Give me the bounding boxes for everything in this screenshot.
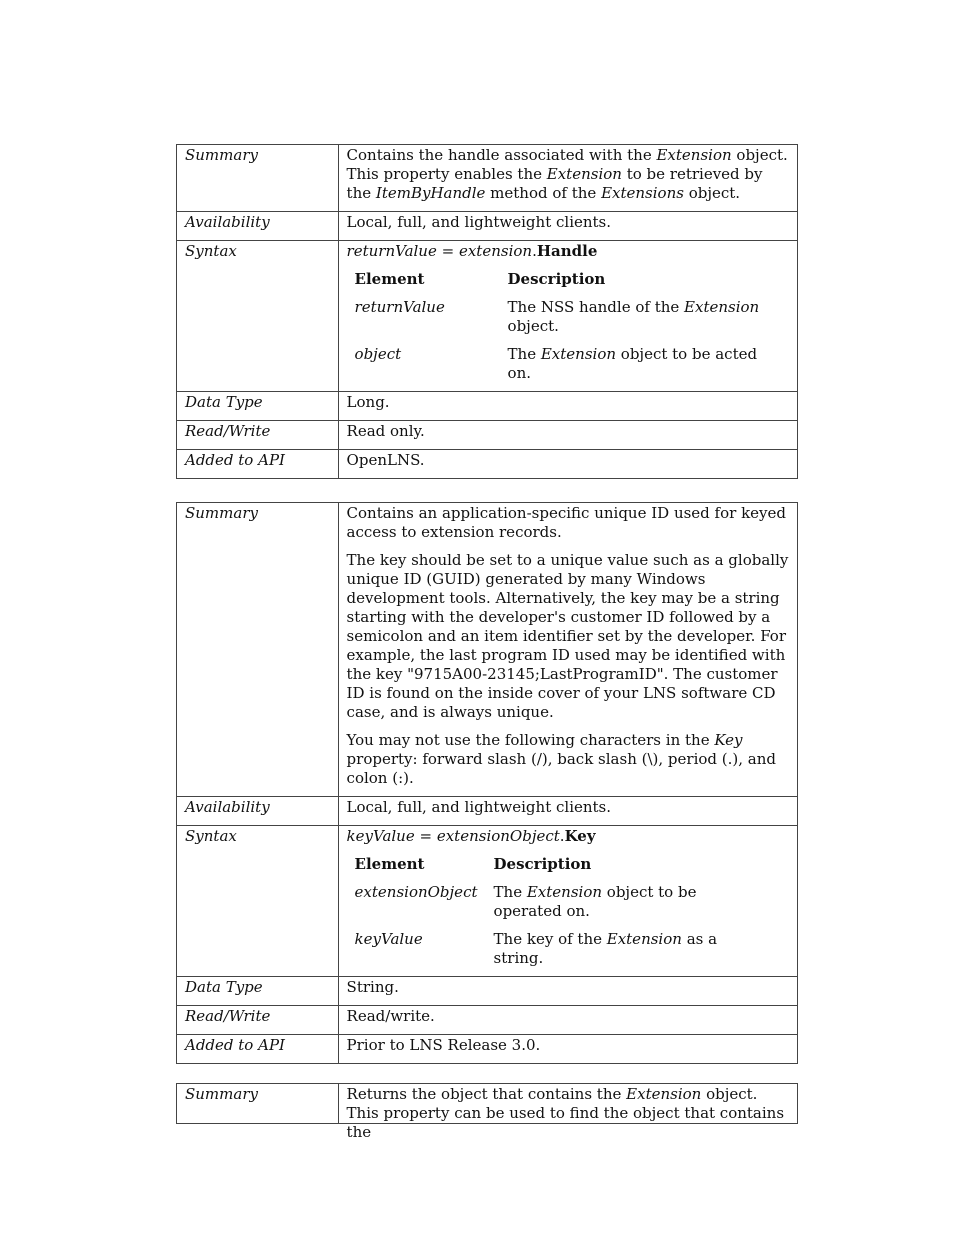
syntax-expression: returnValue = extension.Handle (346, 242, 598, 260)
syntax-elements-table (355, 270, 778, 383)
readwrite-label: Read/Write (177, 1006, 339, 1035)
datatype-row (177, 392, 798, 421)
summary-row (177, 503, 798, 797)
element-description: The key of the Extension as a string. (493, 930, 718, 967)
summary-row (177, 1084, 798, 1124)
element-name: keyValue (354, 930, 423, 948)
table-row (355, 345, 778, 383)
table-row (355, 930, 766, 968)
availability-label: Availability (177, 797, 339, 826)
description-header: Description (507, 270, 606, 288)
readwrite-value: Read/write. (338, 1006, 797, 1035)
syntax-label: Syntax (177, 241, 339, 392)
key-property-table (176, 502, 798, 1064)
added-row (177, 1035, 798, 1064)
description-header: Description (493, 855, 592, 873)
added-label: Added to API (177, 1035, 339, 1064)
readwrite-value: Read only. (338, 421, 797, 450)
added-value: OpenLNS. (338, 450, 797, 479)
syntax-row (177, 241, 798, 392)
table-row (355, 298, 778, 345)
element-name: extensionObject (354, 883, 478, 901)
datatype-label: Data Type (177, 977, 339, 1006)
summary-label: Summary (177, 503, 339, 797)
element-description: The Extension object to be acted on. (507, 345, 758, 382)
summary-paragraph: You may not use the following characters in the Key property: forward slash (/), back slash (\), period (.), and colon (:). (346, 731, 776, 787)
readwrite-row (177, 1006, 798, 1035)
table-row (355, 883, 766, 930)
datatype-value: String. (338, 977, 797, 1006)
availability-value: Local, full, and lightweight clients. (338, 797, 797, 826)
summary-paragraph: The key should be set to a unique value such as a globally unique ID (GUID) generated by many Windows development tools. Alternatively, the key may be a string starting with the developer's customer ID followed by a semicolon and an item identifier set by the developer. For example, the last program ID used may be identified with the key "9715A00-23145;LastProgramID". The customer ID is found on the inside cover of your LNS software CD case, and is always unique. (346, 551, 789, 721)
element-header: Element (354, 270, 425, 288)
availability-value: Local, full, and lightweight clients. (338, 212, 797, 241)
availability-row (177, 797, 798, 826)
summary-label: Summary (177, 145, 339, 212)
summary-row (177, 145, 798, 212)
datatype-label: Data Type (177, 392, 339, 421)
summary-label: Summary (177, 1084, 339, 1124)
syntax-expression: keyValue = extensionObject.Key (346, 827, 596, 845)
added-label: Added to API (177, 450, 339, 479)
added-row (177, 450, 798, 479)
handle-property-table (176, 144, 798, 479)
element-name: returnValue (354, 298, 445, 316)
datatype-row (177, 977, 798, 1006)
summary-text: Contains the handle associated with the Extension object. This property enables the Extension to be retrieved by the ItemByHandle method of the Extensions object. (338, 145, 797, 212)
element-description: The Extension object to be operated on. (493, 883, 697, 920)
parent-property-table (176, 1083, 798, 1141)
syntax-elements-table (355, 855, 766, 968)
element-header: Element (354, 855, 425, 873)
added-value: Prior to LNS Release 3.0. (338, 1035, 797, 1064)
datatype-value: Long. (338, 392, 797, 421)
syntax-value (338, 241, 797, 392)
element-name: object (354, 345, 402, 363)
syntax-value (338, 826, 797, 977)
syntax-label: Syntax (177, 826, 339, 977)
readwrite-label: Read/Write (177, 421, 339, 450)
summary-paragraph: Contains an application-specific unique ID used for keyed access to extension records. (346, 504, 786, 541)
availability-row (177, 212, 798, 241)
element-description: The NSS handle of the Extension object. (507, 298, 760, 335)
summary-text: Returns the object that contains the Extension object. This property can be used to find the object that contains the (338, 1084, 797, 1124)
syntax-row (177, 826, 798, 977)
summary-text (338, 503, 797, 797)
readwrite-row (177, 421, 798, 450)
availability-label: Availability (177, 212, 339, 241)
